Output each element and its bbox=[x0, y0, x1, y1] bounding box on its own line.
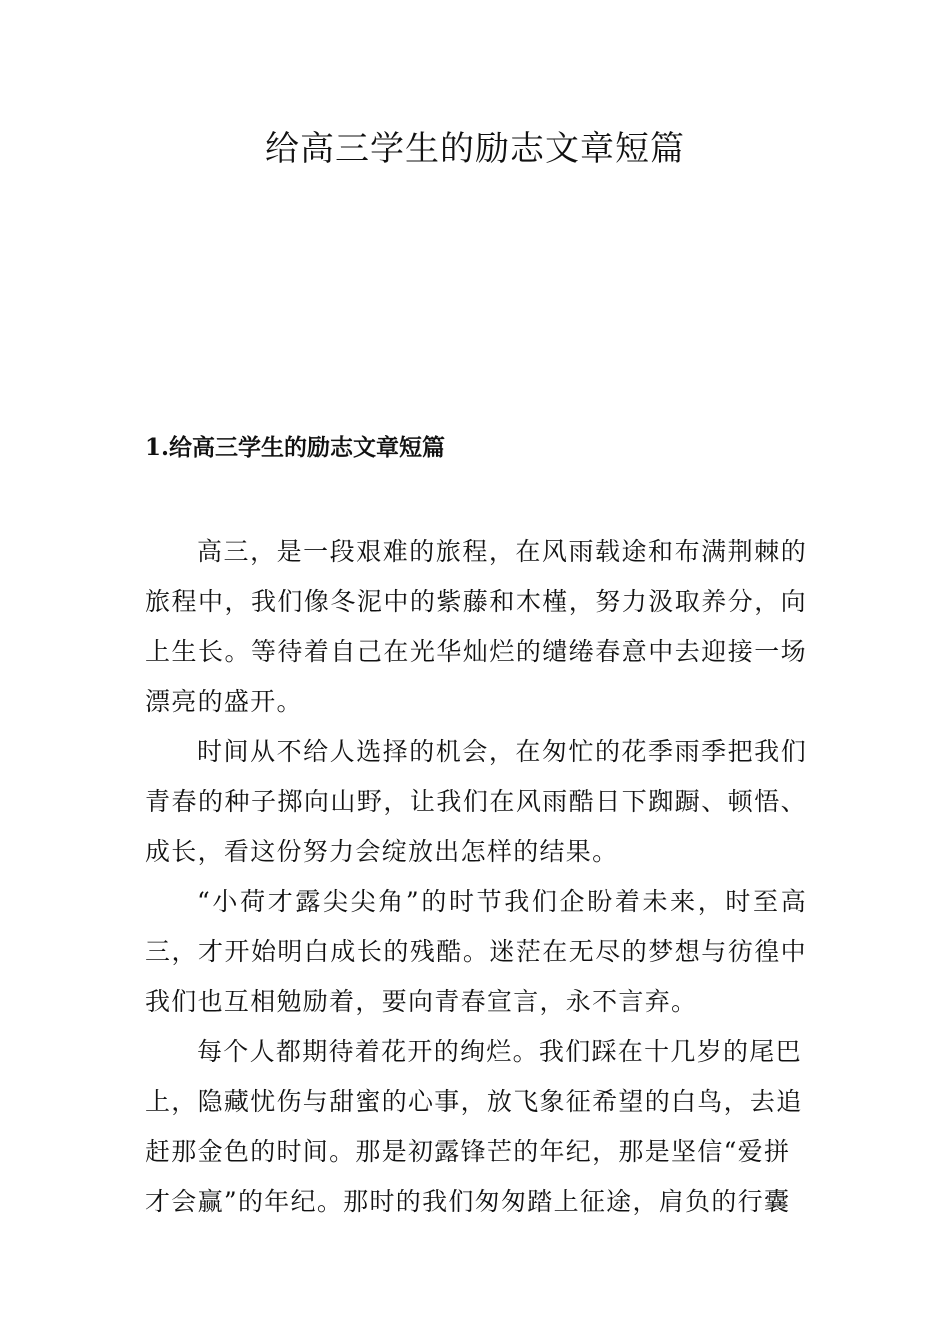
paragraph: 每个人都期待着花开的绚烂。我们踩在十几岁的尾巴上，隐藏忧伤与甜蜜的心事，放飞象征希望的白鸟，去追赶那金色的时间。那是初露锋芒的年纪，那是坚信“爱拼才会赢”的年纪。那时的我们匆匆踏上征途，肩负的行囊 bbox=[145, 1037, 803, 1216]
paragraph: 时间从不给人选择的机会，在匆忙的花季雨季把我们青春的种子掷向山野，让我们在风雨酷日下踟蹰、顿悟、成长，看这份努力会绽放出怎样的结果。 bbox=[145, 737, 807, 866]
paragraph: “小荷才露尖尖角”的时节我们企盼着未来，时至高三，才开始明白成长的残酷。迷茫在无尽的梦想与彷徨中我们也互相勉励着，要向青春宣言，永不言弃。 bbox=[145, 887, 807, 1016]
document-title: 给高三学生的励志文章短篇 bbox=[265, 129, 685, 169]
section-heading: 1.给高三学生的励志文章短篇 bbox=[145, 434, 446, 461]
paragraph: 高三，是一段艰难的旅程，在风雨载途和布满荆棘的旅程中，我们像冬泥中的紫藤和木槿，努力汲取养分，向上生长。等待着自己在光华灿烂的缱绻春意中去迎接一场漂亮的盛开。 bbox=[145, 537, 807, 716]
article-body bbox=[145, 527, 807, 1227]
